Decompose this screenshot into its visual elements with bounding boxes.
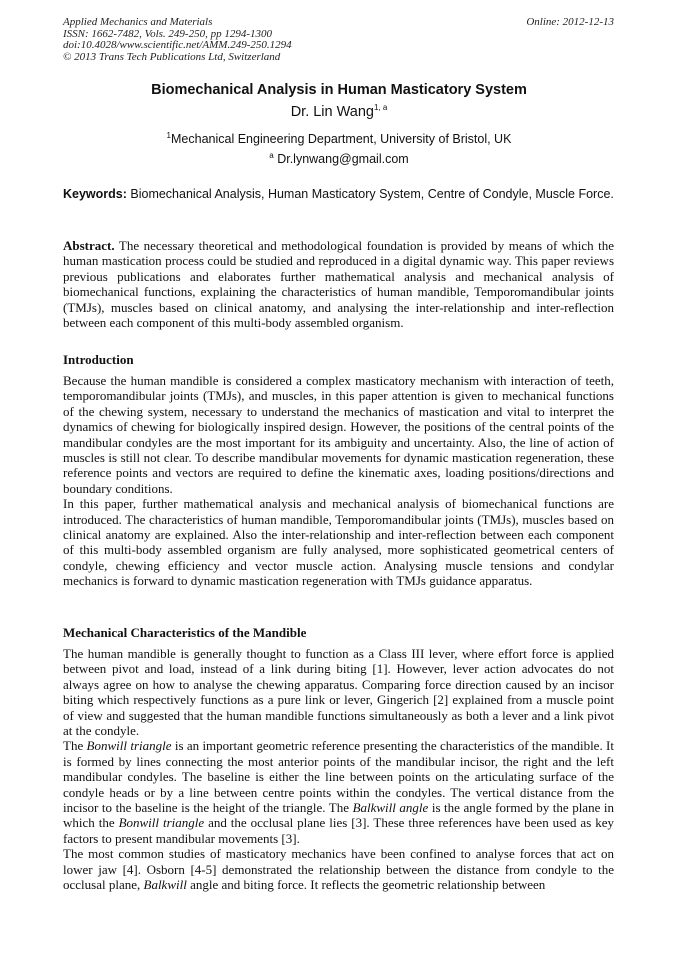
introduction-paragraph-1: Because the human mandible is considered a complex masticatory mechanism with interaction of teeth, temporomandibular joints (TMJs), and muscles, in this paper attention is given to mechanical functions of the chewing system, necessary to understand the mechanics of mastication and vital to interpret the dynamics of chewing for biologically inspired design. However, the positions of the central points of the mandibular condyles are the most important for its ambiguity and uncertainty. Also, the line of action of muscles is still not clear. To describe mandibular movements for dynamic mastication regeneration, these reference points and vectors are required to define the kinematic axes, loading positions/directions and boundary conditions. bbox=[63, 373, 614, 496]
abstract-label: Abstract. bbox=[63, 238, 115, 253]
journal-name: Applied Mechanics and Materials bbox=[63, 16, 213, 28]
paper-title: Biomechanical Analysis in Human Masticatory System bbox=[151, 82, 527, 98]
abstract-text: The necessary theoretical and methodological foundation is provided by means of which the human mastication process could be studied and reproduced in a digital dynamic way. This paper reviews previous publications and elaborates further mathematical analysis and mechanical analysis of biomechanical functions, explaining the characteristics of human mandible, Temporomandibular joints (TMJs), muscles based on clinical anatomy, and analysing the inter-relationship and inter-reflection between each component of this multi-body assembled organism. bbox=[63, 238, 614, 331]
keywords-label: Keywords: bbox=[63, 187, 127, 201]
bonwill-triangle-term: Bonwill triangle bbox=[86, 738, 172, 754]
mechanical-paragraph-2: The Bonwill triangle is an important geometric reference presenting the characteristics of the mandible. It is formed by lines connecting the most anterior points of the mandibular incisor, the right and the left mandibular condyles. The baseline is either the line between points on the articulating surface of the condyle heads or by a line between centre points within the condyles. The vertical distance from the incisor to the baseline is the height of the triangle. The Balkwill angle is the angle formed by the plane in which the Bonwill triangle and the occlusal plane lies [3]. These three references have been used as key factors to present mandibular movements [3]. bbox=[63, 738, 614, 846]
mechanical-paragraph-1: The human mandible is generally thought to function as a Class III lever, where effort force is applied between pivot and load, instead of a link during biting [1]. However, lever action advocates do not always agree on how to analyse the chewing apparatus. Comparing force direction caused by an incisor biting which respectively functions as a pure link or lever, Gingerich [2] explained from a muscle point of view and suggested that the human mandible functions simultaneously as both a lever and a link pivot at the condyle. bbox=[63, 646, 614, 739]
author-name: Dr. Lin Wang bbox=[290, 104, 374, 120]
copyright-line: © 2013 Trans Tech Publications Ltd, Switzerland bbox=[63, 50, 281, 63]
journal-header bbox=[63, 17, 292, 63]
keywords-text: Biomechanical Analysis, Human Masticatory System, Centre of Condyle, Muscle Force. bbox=[126, 187, 614, 201]
abstract-block bbox=[63, 238, 614, 330]
balkwill-term: Balkwill bbox=[143, 877, 187, 893]
email-superscript: a bbox=[269, 150, 274, 160]
introduction-paragraph-2: In this paper, further mathematical analysis and mechanical analysis of biomechanical functions are introduced. The characteristics of human mandible, Temporomandibular joints (TMJs), muscles based on clinical anatomy are explained. Also the inter-relationship and inter-reflection between each component of this multi-body assembled organism are fully analysed, more sophisticated geometrical centers of condyle, chewing efficiency and vector muscle action. Analysing muscle tensions and condylar mechanics is forward to dynamic mastication regeneration with TMJs guidance apparatus. bbox=[63, 496, 614, 589]
keywords-block bbox=[63, 187, 614, 202]
mechanical-body bbox=[63, 646, 614, 893]
author-superscript: 1, a bbox=[373, 103, 388, 113]
issn-line: ISSN: 1662-7482, Vols. 249-250, pp 1294-1300 bbox=[63, 27, 272, 40]
bonwill-triangle-term: Bonwill triangle bbox=[118, 815, 205, 831]
online-date: Online: 2012-12-13 bbox=[526, 16, 614, 28]
mechanical-heading: Mechanical Characteristics of the Mandible bbox=[63, 625, 307, 640]
introduction-body bbox=[63, 373, 614, 589]
introduction-heading: Introduction bbox=[63, 352, 134, 367]
affiliation-line bbox=[0, 132, 678, 146]
email-line bbox=[0, 152, 678, 166]
email-text: Dr.lynwang@gmail.com bbox=[273, 152, 409, 166]
author-line bbox=[0, 104, 678, 120]
balkwill-angle-term: Balkwill angle bbox=[352, 800, 429, 816]
mechanical-paragraph-3: The most common studies of masticatory mechanics have been confined to analyse forces that act on lower jaw [4]. Osborn [4-5] demonstrated the relationship between the distance from condyle to the occlusal plane, Balkwill angle and biting force. It reflects the geometric relationship between bbox=[63, 846, 614, 893]
affiliation-superscript: 1 bbox=[166, 130, 171, 140]
doi-line: doi:10.4028/www.scientific.net/AMM.249-250.1294 bbox=[63, 39, 292, 51]
affiliation-text: Mechanical Engineering Department, University of Bristol, UK bbox=[171, 132, 512, 146]
